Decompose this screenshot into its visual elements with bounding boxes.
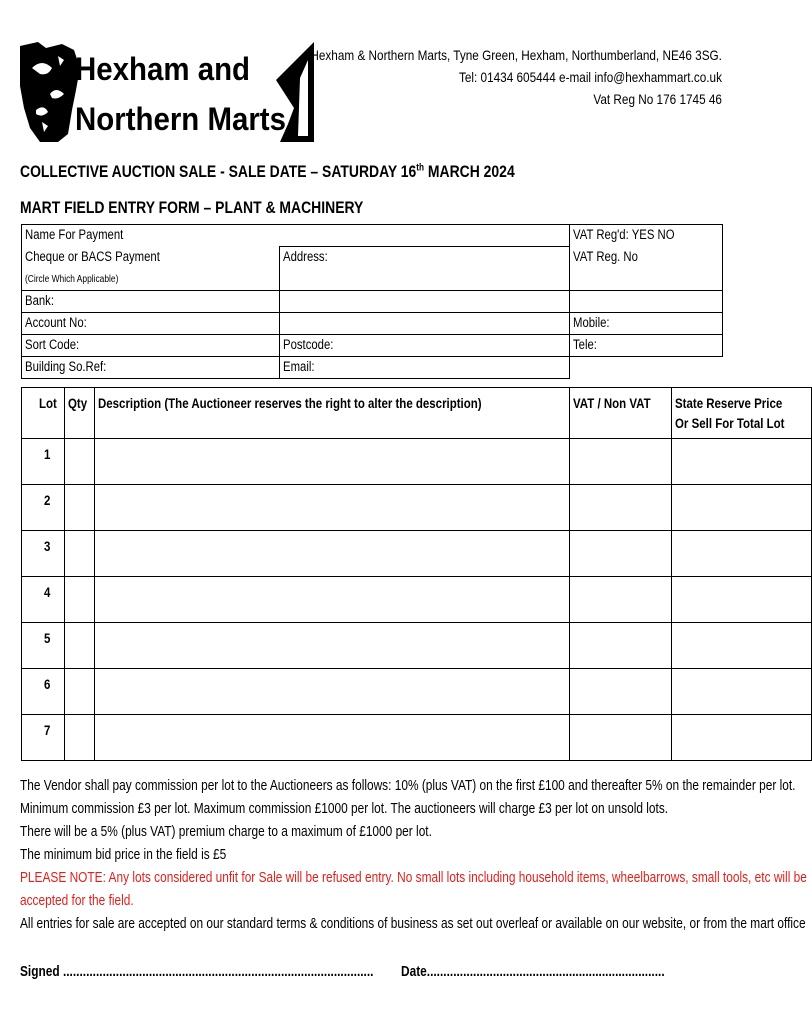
lot-header: Lot <box>22 388 65 439</box>
address-field[interactable]: Address: <box>279 247 569 291</box>
postcode-field[interactable]: Postcode: <box>279 334 569 356</box>
signed-line[interactable]: Signed .............................................................................................. <box>20 964 374 980</box>
sort-code-field[interactable]: Sort Code: <box>22 334 280 356</box>
please-note-line2: accepted for the field. <box>20 893 134 909</box>
building-ref-field[interactable]: Building So.Ref: <box>22 356 280 378</box>
lot-description-cell[interactable] <box>95 485 570 531</box>
terms-premium: There will be a 5% (plus VAT) premium charge to a maximum of £1000 per lot. <box>20 824 432 840</box>
lot-qty-cell[interactable] <box>64 531 94 577</box>
lot-vat-cell[interactable] <box>569 439 671 485</box>
address-line-2-field[interactable] <box>279 290 569 312</box>
qty-header: Qty <box>64 388 94 439</box>
lot-description-cell[interactable] <box>95 577 570 623</box>
lot-number: 6 <box>44 676 51 692</box>
lot-number: 1 <box>44 446 51 462</box>
lot-lot-cell <box>22 623 65 669</box>
lot-qty-cell[interactable] <box>64 669 94 715</box>
lot-lot-cell <box>22 439 65 485</box>
sale-title-prefix: COLLECTIVE AUCTION SALE - SALE DATE – SATURDAY 16 <box>20 162 417 181</box>
lot-qty-cell[interactable] <box>64 485 94 531</box>
lot-row <box>22 439 812 485</box>
mart-contact: Tel: 01434 605444 e-mail info@hexhammart.co.uk <box>459 69 722 85</box>
lot-reserve-cell[interactable] <box>671 715 812 761</box>
mart-address: Hexham & Northern Marts, Tyne Green, Hexham, Northumberland, NE46 3SG. <box>310 47 722 63</box>
lot-lot-cell <box>22 531 65 577</box>
lot-vat-cell[interactable] <box>569 485 671 531</box>
logo-text-line2: Northern Marts <box>75 100 286 138</box>
logo-text-line1: Hexham and <box>75 50 251 88</box>
email-field[interactable]: Email: <box>279 356 569 378</box>
lot-vat-cell[interactable] <box>569 577 671 623</box>
lot-qty-cell[interactable] <box>64 715 94 761</box>
lot-qty-cell[interactable] <box>64 623 94 669</box>
address-line-3-field[interactable] <box>279 312 569 334</box>
vat-header: VAT / Non VAT <box>569 388 671 439</box>
sale-title <box>20 162 515 182</box>
lot-lot-cell <box>22 485 65 531</box>
terms-block <box>20 775 807 936</box>
mart-vat-reg: Vat Reg No 176 1745 46 <box>593 91 722 107</box>
lot-number: 4 <box>44 584 51 600</box>
vendor-details-table <box>21 224 723 379</box>
lot-description-cell[interactable] <box>95 531 570 577</box>
lot-reserve-cell[interactable] <box>671 669 812 715</box>
lot-row <box>22 623 812 669</box>
tele-field[interactable]: Tele: <box>570 334 723 356</box>
lot-vat-cell[interactable] <box>569 669 671 715</box>
empty-cell <box>570 356 723 378</box>
sale-title-suffix: MARCH 2024 <box>424 162 515 181</box>
cheque-bacs-field[interactable]: Cheque or BACS Payment <box>22 247 280 268</box>
lot-vat-cell[interactable] <box>569 531 671 577</box>
lot-vat-cell[interactable] <box>569 623 671 669</box>
lot-reserve-cell[interactable] <box>671 485 812 531</box>
name-for-payment-field[interactable]: Name For Payment <box>22 225 570 247</box>
account-no-field[interactable]: Account No: <box>22 312 280 334</box>
date-line[interactable]: Date........................................................................ <box>401 964 665 980</box>
lot-number: 2 <box>44 492 51 508</box>
vat-regd-field[interactable]: VAT Reg'd: YES NO <box>570 225 723 247</box>
lot-lot-cell <box>22 715 65 761</box>
lot-row <box>22 531 812 577</box>
lot-description-cell[interactable] <box>95 439 570 485</box>
lot-description-cell[interactable] <box>95 669 570 715</box>
terms-conditions: All entries for sale are accepted on our standard terms & conditions of business as set out overleaf or available on our website, or from the mart office <box>20 916 806 932</box>
circle-note: (Circle Which Applicable) <box>22 268 280 291</box>
lot-row <box>22 485 812 531</box>
lot-reserve-cell[interactable] <box>671 531 812 577</box>
lot-description-cell[interactable] <box>95 623 570 669</box>
lot-lot-cell <box>22 577 65 623</box>
lot-lot-cell <box>22 669 65 715</box>
lot-number: 3 <box>44 538 51 554</box>
terms-minimum-commission: Minimum commission £3 per lot. Maximum commission £1000 per lot. The auctioneers will charge £3 per lot on unsold lots. <box>20 801 669 817</box>
lot-qty-cell[interactable] <box>64 577 94 623</box>
blank-field[interactable] <box>570 290 723 312</box>
lot-reserve-cell[interactable] <box>671 439 812 485</box>
description-header: Description (The Auctioneer reserves the right to alter the description) <box>95 388 570 439</box>
please-note-line1: PLEASE NOTE: Any lots considered unfit for Sale will be refused entry. No small lots including household items, wheelbarrows, small tools, etc will be <box>20 870 807 886</box>
bank-field[interactable]: Bank: <box>22 290 280 312</box>
lot-reserve-cell[interactable] <box>671 623 812 669</box>
vat-reg-no-field[interactable]: VAT Reg. No <box>570 247 723 291</box>
lot-row <box>22 669 812 715</box>
lot-reserve-cell[interactable] <box>671 577 812 623</box>
terms-commission: The Vendor shall pay commission per lot to the Auctioneers as follows: 10% (plus VAT) on the first £100 and thereafter 5% on the remainder per lot. <box>20 778 796 794</box>
lot-number: 7 <box>44 722 51 738</box>
lot-row <box>22 715 812 761</box>
lots-table <box>21 387 812 761</box>
lot-vat-cell[interactable] <box>569 715 671 761</box>
lot-qty-cell[interactable] <box>64 439 94 485</box>
mobile-field[interactable]: Mobile: <box>570 312 723 334</box>
sale-title-sup: th <box>416 162 425 174</box>
lot-number: 5 <box>44 630 51 646</box>
form-title: MART FIELD ENTRY FORM – PLANT & MACHINERY <box>20 198 364 217</box>
mart-address-block <box>232 44 722 110</box>
terms-minimum-bid: The minimum bid price in the field is £5 <box>20 847 227 863</box>
lot-row <box>22 577 812 623</box>
lot-description-cell[interactable] <box>95 715 570 761</box>
reserve-header: State Reserve Price Or Sell For Total Lot <box>671 388 812 439</box>
